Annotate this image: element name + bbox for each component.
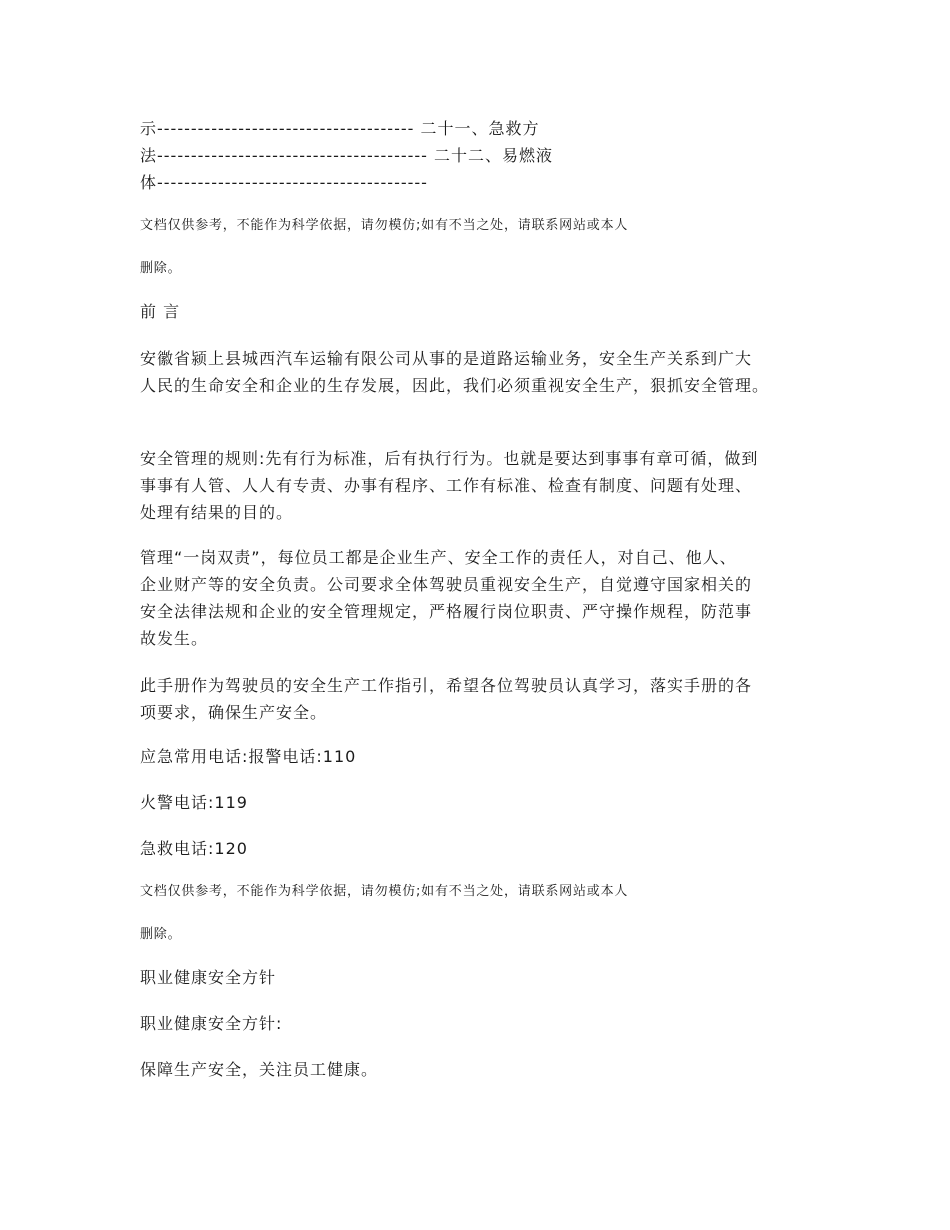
policy-label: 职业健康安全方针:: [140, 1014, 283, 1033]
toc-line: 示-------------------------------------- 二十一、急救方: [140, 119, 540, 138]
paragraph-line: 处理有结果的目的。: [140, 503, 294, 522]
toc-line: 法---------------------------------------- 二十二、易燃液: [140, 146, 554, 165]
paragraph-rules: [140, 445, 820, 526]
paragraph-intro: [140, 345, 820, 399]
phone-emergency: 应急常用电话:报警电话:110: [140, 747, 357, 766]
disclaimer-text: 文档仅供参考，不能作为科学依据，请勿模仿;如有不当之处，请联系网站或本人: [140, 884, 629, 899]
paragraph-line: 安全管理的规则:先有行为标准，后有执行行为。也就是要达到事事有章可循，做到: [140, 449, 759, 468]
paragraph-manual-purpose: [140, 672, 820, 726]
paragraph-line: 人民的生命安全和企业的生存发展，因此，我们必须重视安全生产，狠抓安全管理。: [140, 376, 770, 395]
preface-heading: 前 言: [140, 302, 181, 321]
policy-heading: 职业健康安全方针: [140, 968, 277, 987]
phone-fire: 火警电话:119: [140, 793, 248, 812]
phone-ambulance: 急救电话:120: [140, 839, 248, 858]
disclaimer-text: 文档仅供参考，不能作为科学依据，请勿模仿;如有不当之处，请联系网站或本人: [140, 218, 629, 233]
paragraph-responsibility: [140, 544, 820, 652]
toc-line: 体----------------------------------------: [140, 173, 428, 192]
paragraph-line: 此手册作为驾驶员的安全生产工作指引，希望各位驾驶员认真学习，落实手册的各: [140, 676, 753, 695]
paragraph-line: 故发生。: [140, 629, 209, 648]
paragraph-line: 项要求，确保生产安全。: [140, 703, 328, 722]
policy-text: 保障生产安全，关注员工健康。: [140, 1060, 379, 1079]
paragraph-line: 安全法律法规和企业的安全管理规定，严格履行岗位职责、严守操作规程，防范事: [140, 602, 753, 621]
paragraph-line: 管理“一岗双责”，每位员工都是企业生产、安全工作的责任人，对自己、他人、: [140, 548, 737, 567]
disclaimer-text: 删除。: [140, 261, 182, 276]
paragraph-line: 安徽省颍上县城西汽车运输有限公司从事的是道路运输业务，安全生产关系到广大: [140, 349, 753, 368]
disclaimer-text: 删除。: [140, 927, 182, 942]
paragraph-line: 事事有人管、人人有专责、办事有程序、工作有标准、检查有制度、问题有处理、: [140, 476, 753, 495]
paragraph-line: 企业财产等的安全负责。公司要求全体驾驶员重视安全生产，自觉遵守国家相关的: [140, 575, 753, 594]
